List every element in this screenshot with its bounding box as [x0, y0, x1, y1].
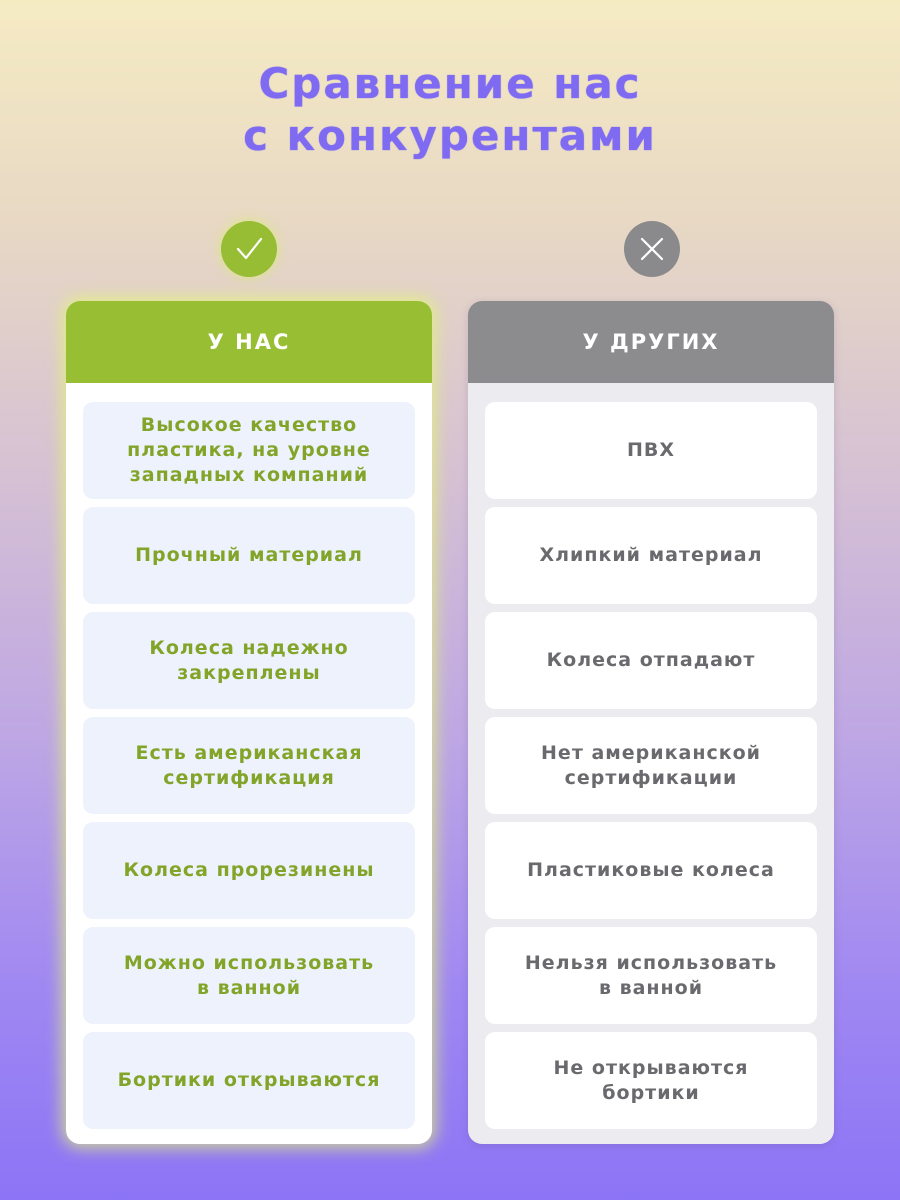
others-column [468, 301, 834, 1144]
others-item-list [485, 402, 817, 1137]
others-item: Не открываются бортики [485, 1032, 817, 1129]
check-icon [234, 234, 264, 264]
others-item: ПВХ [485, 402, 817, 499]
cross-icon [638, 235, 666, 263]
page-title [0, 58, 900, 162]
title-line-1: Сравнение нас [258, 59, 642, 108]
us-item: Колеса прорезинены [83, 822, 415, 919]
cross-badge [624, 221, 680, 277]
us-item: Бортики открываются [83, 1032, 415, 1129]
others-item: Нельзя использовать в ванной [485, 927, 817, 1024]
us-item: Колеса надежно закреплены [83, 612, 415, 709]
us-column [66, 301, 432, 1144]
others-item: Нет американской сертификации [485, 717, 817, 814]
others-column-header: У ДРУГИХ [468, 301, 834, 383]
us-item: Прочный материал [83, 507, 415, 604]
us-item: Можно использовать в ванной [83, 927, 415, 1024]
us-item-list [83, 402, 415, 1137]
others-item: Колеса отпадают [485, 612, 817, 709]
us-column-header: У НАС [66, 301, 432, 383]
us-item: Есть американская сертификация [83, 717, 415, 814]
us-item: Высокое качество пластика, на уровне западных компаний [83, 402, 415, 499]
check-badge [221, 221, 277, 277]
title-line-2: с конкурентами [243, 111, 657, 160]
others-item: Пластиковые колеса [485, 822, 817, 919]
others-item: Хлипкий материал [485, 507, 817, 604]
